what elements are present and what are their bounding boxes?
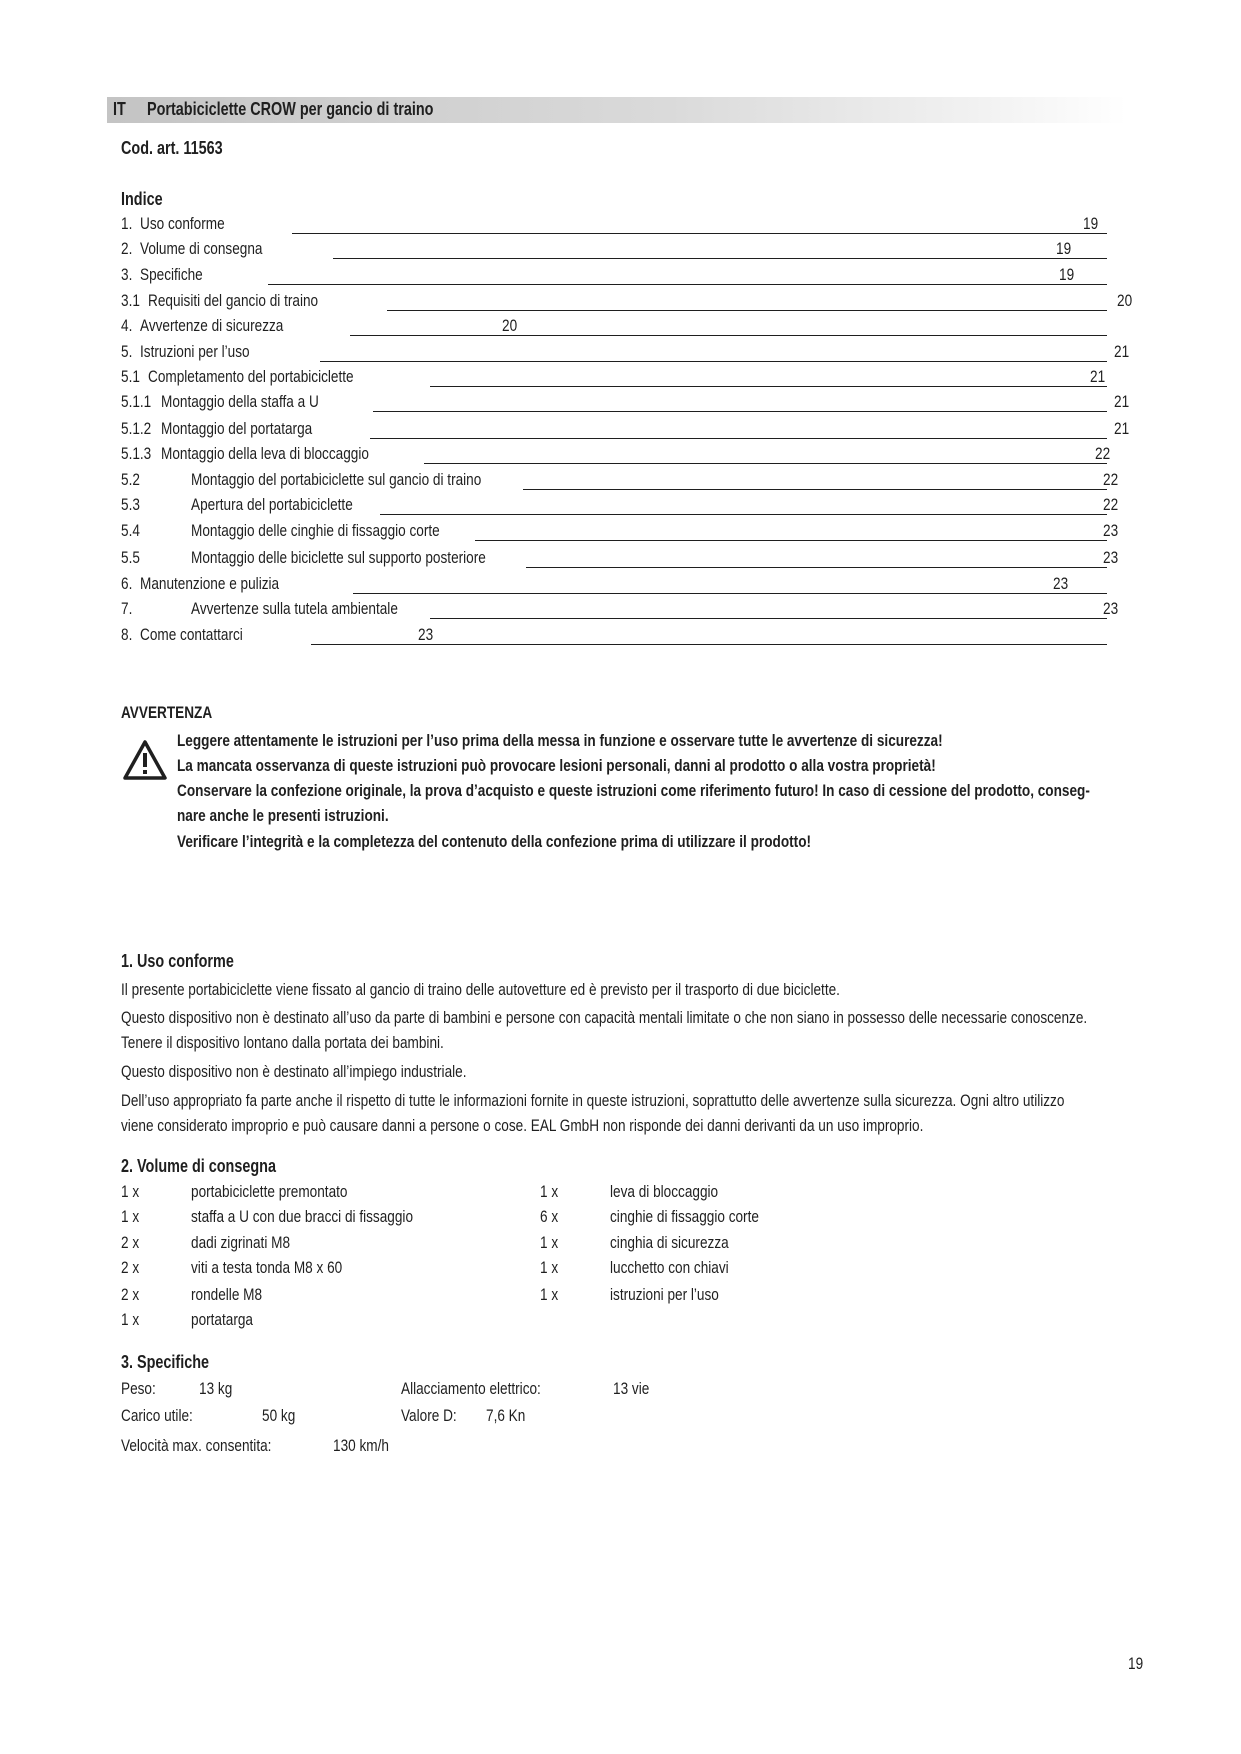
list-item: portabiciclette premontato [191,1182,348,1201]
list-item-qty: 2 x [121,1258,140,1277]
paragraph-line: Tenere il dispositivo lontano dalla portata dei bambini. [121,1033,444,1052]
toc-heading: Indice [121,189,163,209]
toc-item-uso-conforme[interactable]: 1. Uso conforme 19 [0,214,1241,238]
paragraph-line: Dell’uso appropriato fa parte anche il rispetto di tutte le informazioni fornite in queste istruzioni, soprattutto delle avvertenze sulla sicurezza. Ogni altro utilizzo [121,1091,1065,1110]
warning-line: nare anche le presenti istruzioni. [177,806,389,825]
toc-item-specifiche[interactable]: 3. Specifiche 19 [0,265,1241,289]
toc-item-montaggio-gancio[interactable]: 5.2 Montaggio del portabiciclette sul gancio di traino 22 [121,470,1119,489]
warning-heading: AVVERTENZA [121,703,213,722]
toc-item-completamento[interactable]: 5.1 Completamento del portabiciclette 21 [121,367,1106,386]
toc-item-biciclette-supporto[interactable]: 5.5 Montaggio delle biciclette sul supporto posteriore 23 [121,548,1119,567]
paragraph-line: Questo dispositivo non è destinato all’uso da parte di bambini e persone con capacità mentali limitate o che non siano in possesso delle necessarie conoscenze. [121,1008,1088,1027]
document-title: Portabiciclette CROW per gancio di traino [147,99,434,119]
spec-label-electric: Allacciamento elettrico: [401,1379,541,1398]
toc-item-volume-di-consegna[interactable]: 2. Volume di consegna 19 [0,239,1241,263]
section-heading-specifiche: 3. Specifiche [121,1352,210,1372]
list-item-qty: 1 x [540,1258,559,1277]
article-code: Cod. art. 11563 [121,138,223,158]
warning-triangle-icon [123,740,167,780]
section-heading-volume-consegna: 2. Volume di consegna [121,1156,276,1176]
toc-item-manutenzione[interactable]: 6. Manutenzione e pulizia 23 [0,574,1241,598]
paragraph-line: Questo dispositivo non è destinato all’impiego industriale. [121,1062,467,1081]
list-item-qty: 1 x [121,1207,140,1226]
warning-line: La mancata osservanza di queste istruzioni può provocare lesioni personali, danni al prodotto o alla vostra proprietà! [177,756,936,775]
list-item-qty: 1 x [540,1233,559,1252]
spec-value-dvalue: 7,6 Kn [486,1406,526,1425]
toc-item-avvertenze-sicurezza[interactable]: 4. Avvertenze di sicurezza 20 [0,316,1241,340]
list-item-qty: 2 x [121,1233,140,1252]
warning-line: Conservare la confezione originale, la prova d’acquisto e queste istruzioni come riferimento futuro! In caso di cessione del prodotto, conseg- [177,781,1090,800]
toc-item-come-contattarci[interactable]: 8. Come contattarci 23 [0,625,1241,649]
list-item-qty: 6 x [540,1207,559,1226]
toc-item-cinghie-corte[interactable]: 5.4 Montaggio delle cinghie di fissaggio corte 23 [121,521,1119,540]
spec-label-speed: Velocità max. consentita: [121,1436,272,1455]
spec-label-dvalue: Valore D: [401,1406,457,1425]
list-item: cinghie di fissaggio corte [610,1207,759,1226]
toc-item-istruzioni-uso[interactable]: 5. Istruzioni per l’uso 21 [121,342,1130,361]
list-item: portatarga [191,1310,253,1329]
section-heading-uso-conforme: 1. Uso conforme [121,951,234,971]
spec-value-payload: 50 kg [262,1406,296,1425]
list-item: staffa a U con due bracci di fissaggio [191,1207,414,1226]
list-item: istruzioni per l’uso [610,1285,719,1304]
toc-item-staffa-u[interactable]: 5.1.1 Montaggio della staffa a U 21 [121,392,1130,411]
spec-value-speed: 130 km/h [333,1436,389,1455]
spec-label-payload: Carico utile: [121,1406,193,1425]
list-item-qty: 1 x [121,1182,140,1201]
list-item: rondelle M8 [191,1285,263,1304]
list-item-qty: 1 x [540,1182,559,1201]
spec-value-weight: 13 kg [199,1379,233,1398]
spec-value-electric: 13 vie [613,1379,650,1398]
toc-item-apertura[interactable]: 5.3 Apertura del portabiciclette 22 [121,495,1119,514]
paragraph-line: viene considerato improprio e può causare danni a persone o cose. EAL GmbH non risponde dei danni derivanti da un uso improprio. [121,1116,924,1135]
list-item: viti a testa tonda M8 x 60 [191,1258,343,1277]
list-item-qty: 1 x [121,1310,140,1329]
list-item-qty: 2 x [121,1285,140,1304]
header-band [107,97,1127,123]
toc-item-requisiti-gancio[interactable]: 3.1 Requisiti del gancio di traino 20 [121,291,1133,310]
toc-item-tutela-ambientale[interactable]: 7. Avvertenze sulla tutela ambientale 23 [121,599,1119,618]
list-item-qty: 1 x [540,1285,559,1304]
warning-line: Leggere attentamente le istruzioni per l’uso prima della messa in funzione e osservare tutte le avvertenze di sicurezza! [177,731,943,750]
list-item: leva di bloccaggio [610,1182,719,1201]
language-code: IT [113,99,126,119]
page-number: 19 [1128,1654,1144,1673]
warning-line: Verificare l’integrità e la completezza del contenuto della confezione prima di utilizzare il prodotto! [177,832,812,851]
toc-item-leva-bloccaggio[interactable]: 5.1.3 Montaggio della leva di bloccaggio 22 [121,444,1111,463]
list-item: cinghia di sicurezza [610,1233,729,1252]
list-item: dadi zigrinati M8 [191,1233,291,1252]
list-item: lucchetto con chiavi [610,1258,729,1277]
spec-label-weight: Peso: [121,1379,156,1398]
paragraph-line: Il presente portabiciclette viene fissato al gancio di traino delle autovetture ed è previsto per il trasporto di due biciclette. [121,980,840,999]
toc-item-portatarga[interactable]: 5.1.2 Montaggio del portatarga 21 [121,419,1130,438]
